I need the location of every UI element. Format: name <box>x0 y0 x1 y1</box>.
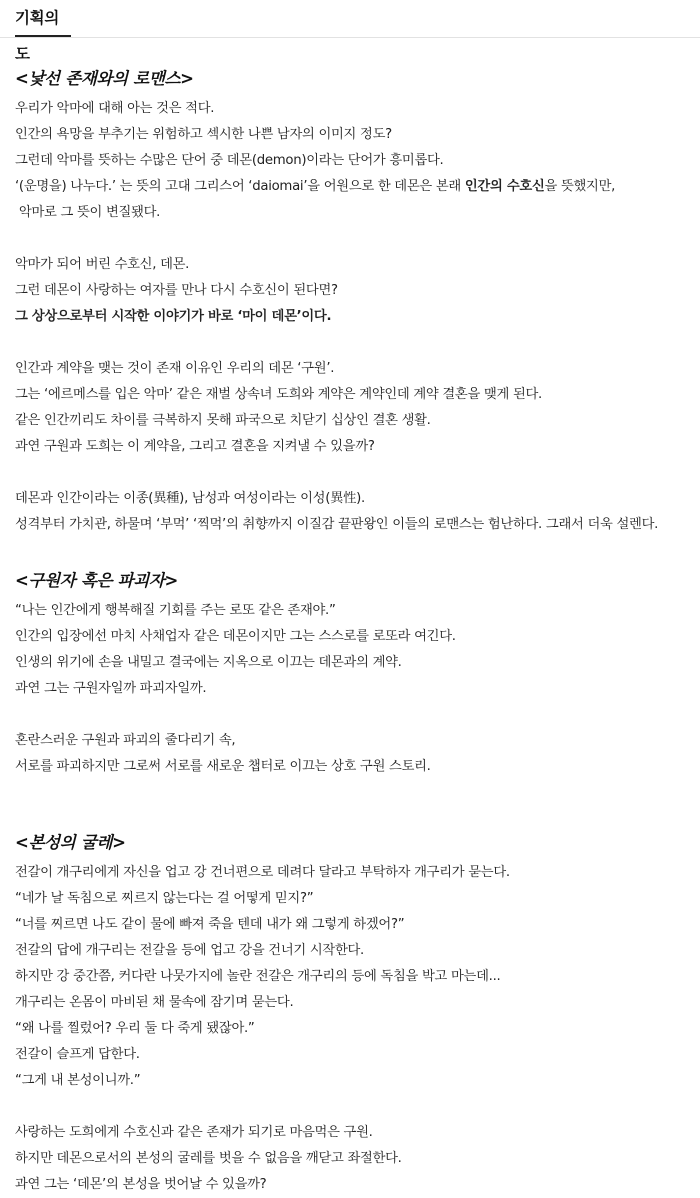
text-line <box>15 174 700 200</box>
planning-intent-content <box>15 62 700 1198</box>
text-line: “너를 찌르면 나도 같이 물에 빠져 죽을 텐데 내가 왜 그렇게 하겠어?” <box>15 917 405 932</box>
emphasis-text: 인간의 수호신 <box>464 179 545 194</box>
section-title: <구원자 혹은 파괴자> <box>15 571 179 590</box>
text-line: 우리가 악마에 대해 아는 것은 적다. <box>15 101 215 116</box>
paragraph-gap <box>15 330 700 356</box>
paragraph-gap <box>15 226 700 252</box>
text-line: “그게 내 본성이니까.” <box>15 1073 141 1088</box>
text-line: 과연 구원과 도희는 이 계약을, 그리고 결혼을 지켜낼 수 있을까? <box>15 439 375 454</box>
section-title: <본성의 굴레> <box>15 833 126 852</box>
text-line: “네가 날 독침으로 찌르지 않는다는 걸 어떻게 믿지?” <box>15 891 314 906</box>
text-line: 하지만 강 중간쯤, 커다란 나뭇가지에 놀란 전갈은 개구리의 등에 독침을 박고 마는데... <box>15 969 501 984</box>
paragraph-gap <box>15 1094 700 1120</box>
text-line: 과연 그는 ‘데몬’의 본성을 벗어날 수 있을까? <box>15 1177 267 1192</box>
text-line: 인간의 욕망을 부추기는 위험하고 섹시한 나쁜 남자의 이미지 정도? <box>15 127 392 142</box>
text-line: 전갈이 슬프게 답한다. <box>15 1047 140 1062</box>
text-line: 인간과 계약을 맺는 것이 존재 이유인 우리의 데몬 ‘구원’. <box>15 361 335 376</box>
text-line: 사랑하는 도희에게 수호신과 같은 존재가 되기로 마음먹은 구원. <box>15 1125 373 1140</box>
text-line: 혼란스러운 구원과 파괴의 줄다리기 속, <box>15 733 236 748</box>
text-line: 성격부터 가치관, 하물며 ‘부먹’ ‘찍먹’의 취향까지 이질감 끝판왕인 이들의 로맨스는 험난하다. 그래서 더욱 설렌다. <box>15 517 659 532</box>
text-line: 인간의 입장에선 마치 사채업자 같은 데몬이지만 그는 스스로를 로또라 여긴다. <box>15 629 456 644</box>
text-run: ‘(운명을) 나누다.’ 는 뜻의 고대 그리스어 ‘daiomai’을 어원으로 한 데몬은 본래 <box>15 179 465 194</box>
section-title: <낯선 존재와의 로맨스> <box>15 69 194 88</box>
section-gap <box>15 780 700 826</box>
paragraph <box>15 96 700 226</box>
text-line: 악마가 되어 버린 수호신, 데몬. <box>15 257 190 272</box>
text-line: 하지만 데몬으로서의 본성의 굴레를 벗을 수 없음을 깨닫고 좌절한다. <box>15 1151 402 1166</box>
text-line: 전갈의 답에 개구리는 전갈을 등에 업고 강을 건너기 시작한다. <box>15 943 364 958</box>
paragraph-gap <box>15 460 700 486</box>
text-line: 그런데 악마를 뜻하는 수많은 단어 중 데몬(demon)이라는 단어가 흥미롭다. <box>15 153 444 168</box>
text-line: 그런 데몬이 사랑하는 여자를 만나 다시 수호신이 된다면? <box>15 283 338 298</box>
text-line: 그는 ‘에르메스를 입은 악마’ 같은 재벌 상속녀 도희와 계약은 계약인데 계약 결혼을 맺게 된다. <box>15 387 542 402</box>
text-line: 서로를 파괴하지만 그로써 서로를 새로운 챕터로 이끄는 상호 구원 스토리. <box>15 759 431 774</box>
paragraph <box>15 356 700 460</box>
text-line: 같은 인간끼리도 차이를 극복하지 못해 파국으로 치닫기 십상인 결혼 생활. <box>15 413 431 428</box>
text-line: 전갈이 개구리에게 자신을 업고 강 건너편으로 데려다 달라고 부탁하자 개구리가 묻는다. <box>15 865 510 880</box>
text-line: 과연 그는 구원자일까 파괴자일까. <box>15 681 207 696</box>
tab-planning-intent[interactable]: 기획의도 <box>15 0 71 37</box>
text-line: “나는 인간에게 행복해질 기회를 주는 로또 같은 존재야.” <box>15 603 336 618</box>
paragraph <box>15 1120 700 1198</box>
paragraph-gap <box>15 702 700 728</box>
section-gap <box>15 538 700 564</box>
paragraph <box>15 598 700 702</box>
paragraph <box>15 728 700 780</box>
text-line: 인생의 위기에 손을 내밀고 결국에는 지옥으로 이끄는 데몬과의 계약. <box>15 655 402 670</box>
paragraph <box>15 860 700 1094</box>
text-line: 악마로 그 뜻이 변질됐다. <box>15 205 161 220</box>
text-line: “왜 나를 찔렀어? 우리 둘 다 죽게 됐잖아.” <box>15 1021 255 1036</box>
paragraph <box>15 252 700 330</box>
text-run: 을 뜻했지만, <box>544 179 616 194</box>
paragraph <box>15 486 700 538</box>
text-line: 개구리는 온몸이 마비된 채 물속에 잠기며 묻는다. <box>15 995 294 1010</box>
emphasis-text: 그 상상으로부터 시작한 이야기가 바로 ‘마이 데몬’이다. <box>15 309 332 324</box>
header-bar <box>0 0 700 63</box>
text-line: 데몬과 인간이라는 이종(異種), 남성과 여성이라는 이성(異性). <box>15 491 365 506</box>
